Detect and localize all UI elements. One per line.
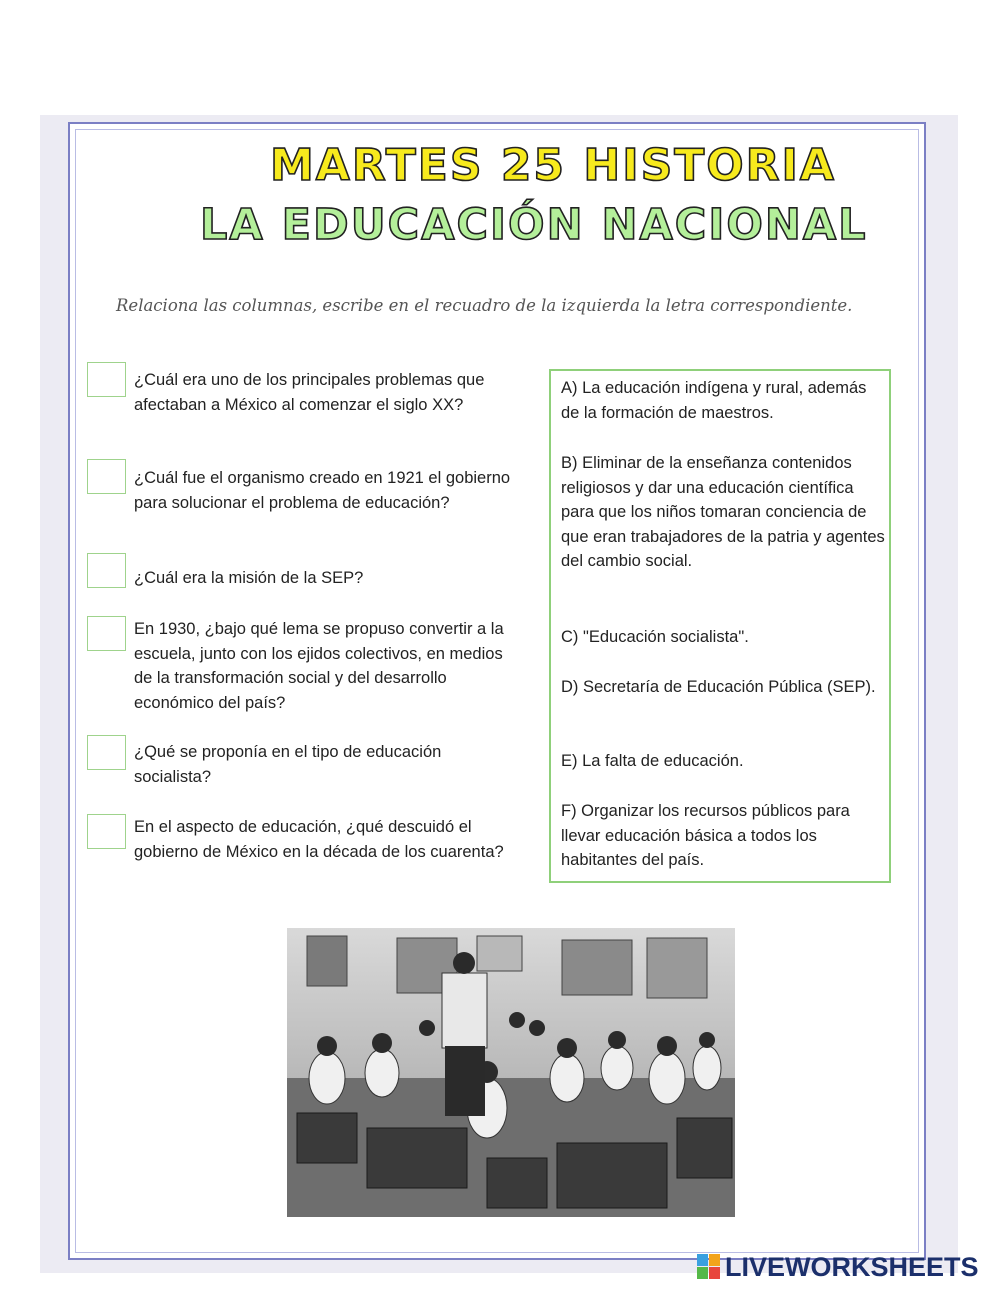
- classroom-photo: [287, 928, 735, 1217]
- page-subtitle: LA EDUCACIÓN NACIONAL: [200, 200, 868, 250]
- answer-box-4[interactable]: [87, 616, 126, 651]
- question-3: ¿Cuál era la misión de la SEP?: [134, 569, 364, 587]
- brand-label: LIVEWORKSHEETS: [725, 1251, 979, 1282]
- answer-box-6[interactable]: [87, 814, 126, 849]
- question-2: ¿Cuál fue el organismo creado en 1921 el gobierno para solucionar el problema de educación?: [134, 469, 511, 512]
- answer-e: E) La falta de educación.: [561, 752, 744, 770]
- question-5: ¿Qué se proponía en el tipo de educación socialista?: [134, 743, 442, 786]
- answer-box-2[interactable]: [87, 459, 126, 494]
- answer-c: C) "Educación socialista".: [561, 628, 749, 646]
- answer-d: D) Secretaría de Educación Pública (SEP).: [561, 678, 876, 696]
- answer-box-1[interactable]: [87, 362, 126, 397]
- instructions: Relaciona las columnas, escribe en el recuadro de la izquierda la letra correspondiente.: [116, 296, 853, 315]
- answer-b: B) Eliminar de la enseñanza contenidos religiosos y dar una educación científica para que los niños tomaran conciencia de que eran trabajadores de la patria y agentes del cambio social.: [561, 454, 885, 570]
- answer-f: F) Organizar los recursos públicos para llevar educación básica a todos los habitantes del país.: [561, 802, 850, 869]
- liveworksheets-logo-icon: [697, 1254, 721, 1280]
- page-title: MARTES 25 HISTORIA: [270, 140, 836, 191]
- question-6: En el aspecto de educación, ¿qué descuidó el gobierno de México en la década de los cuarenta?: [134, 818, 504, 861]
- question-1: ¿Cuál era uno de los principales problemas que afectaban a México al comenzar el siglo XX?: [134, 371, 485, 414]
- answer-box-5[interactable]: [87, 735, 126, 770]
- classroom-photo-icon: [287, 928, 735, 1217]
- liveworksheets-logo[interactable]: [697, 1252, 979, 1282]
- answer-a: A) La educación indígena y rural, además de la formación de maestros.: [561, 379, 867, 422]
- question-4: En 1930, ¿bajo qué lema se propuso convertir a la escuela, junto con los ejidos colectivos, en medios de la transformación social y del desarrollo económico del país?: [134, 620, 504, 712]
- answer-box-3[interactable]: [87, 553, 126, 588]
